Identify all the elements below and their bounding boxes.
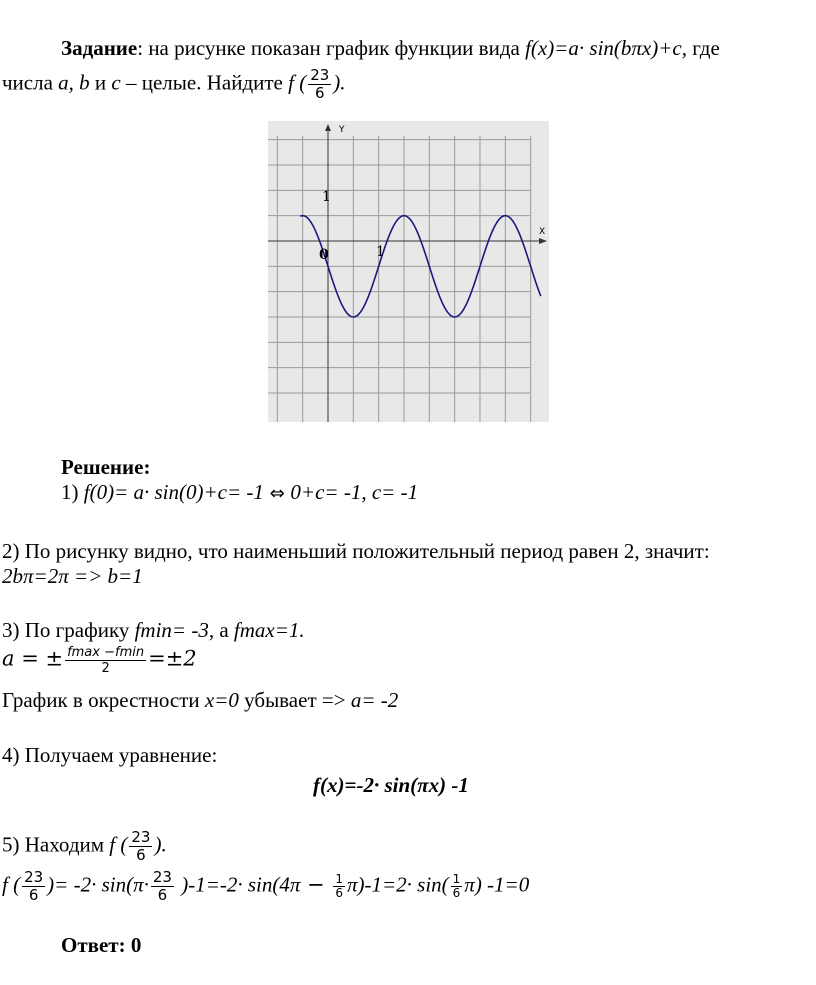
function-graph [268, 121, 549, 422]
origin-label: 0 [319, 247, 329, 263]
step-3-amplitude: a = ± $\frac{fmax -fmin}{2}$ =±2 [2, 645, 197, 676]
step-3-line-1: 3) По графику fmin= -3, а fmax=1. [2, 618, 305, 642]
x-axis-label: X [539, 227, 546, 237]
step-5-text: 5) Находим f ( $\frac{23}{6}$ ). [2, 828, 167, 864]
step-5-fraction: $\frac{23}{6}$ [131, 828, 151, 864]
step-4-equation: f(x)=-2· sin(πx) -1 [313, 773, 469, 797]
answer: Ответ: 0 [61, 933, 142, 957]
solution-title: Решение: [61, 455, 151, 479]
amplitude-fraction: $\frac{fmax -fmin}{2}$ [67, 645, 145, 676]
task-label: Задание [61, 36, 138, 60]
task-line-1: Задание: на рисунке показан график функции вида f(x)=a· sin(bπx)+c, где [61, 36, 720, 60]
task-formula: f(x)=a· sin(bπx)+c, [525, 36, 687, 60]
y-axis-label: Y [339, 125, 345, 135]
graph-background [268, 121, 549, 422]
step-3-line-3: График в окрестности x=0 убывает => a= -2 [2, 688, 399, 712]
step-2-math: 2bπ=2π => b=1 [2, 564, 143, 588]
task-fraction: $\frac{23}{6}$ [310, 66, 330, 102]
step-1: 1) f(0)= a· sin(0)+c= -1 ⇔ 0+c= -1, c= -1 [61, 480, 419, 504]
y-tick-1: 1 [322, 189, 331, 205]
step-2-text: 2) По рисунку видно, что наименьший положительный период равен 2, значит: [2, 539, 710, 563]
calculation-line: f ( $\frac{23}{6}$ )= -2· sin(π· $\frac{23}{6}$ )-1=-2· sin(4π − $\frac{1}{6}$ π)-1=2· sin( $\frac{1}{6}$ π) -1=0 [2, 868, 530, 904]
x-tick-1: 1 [376, 244, 385, 260]
step-4-text: 4) Получаем уравнение: [2, 743, 218, 767]
task-line-2: числа a, b и c – целые. Найдите f ( $\frac{23}{6}$ ). [2, 66, 346, 102]
